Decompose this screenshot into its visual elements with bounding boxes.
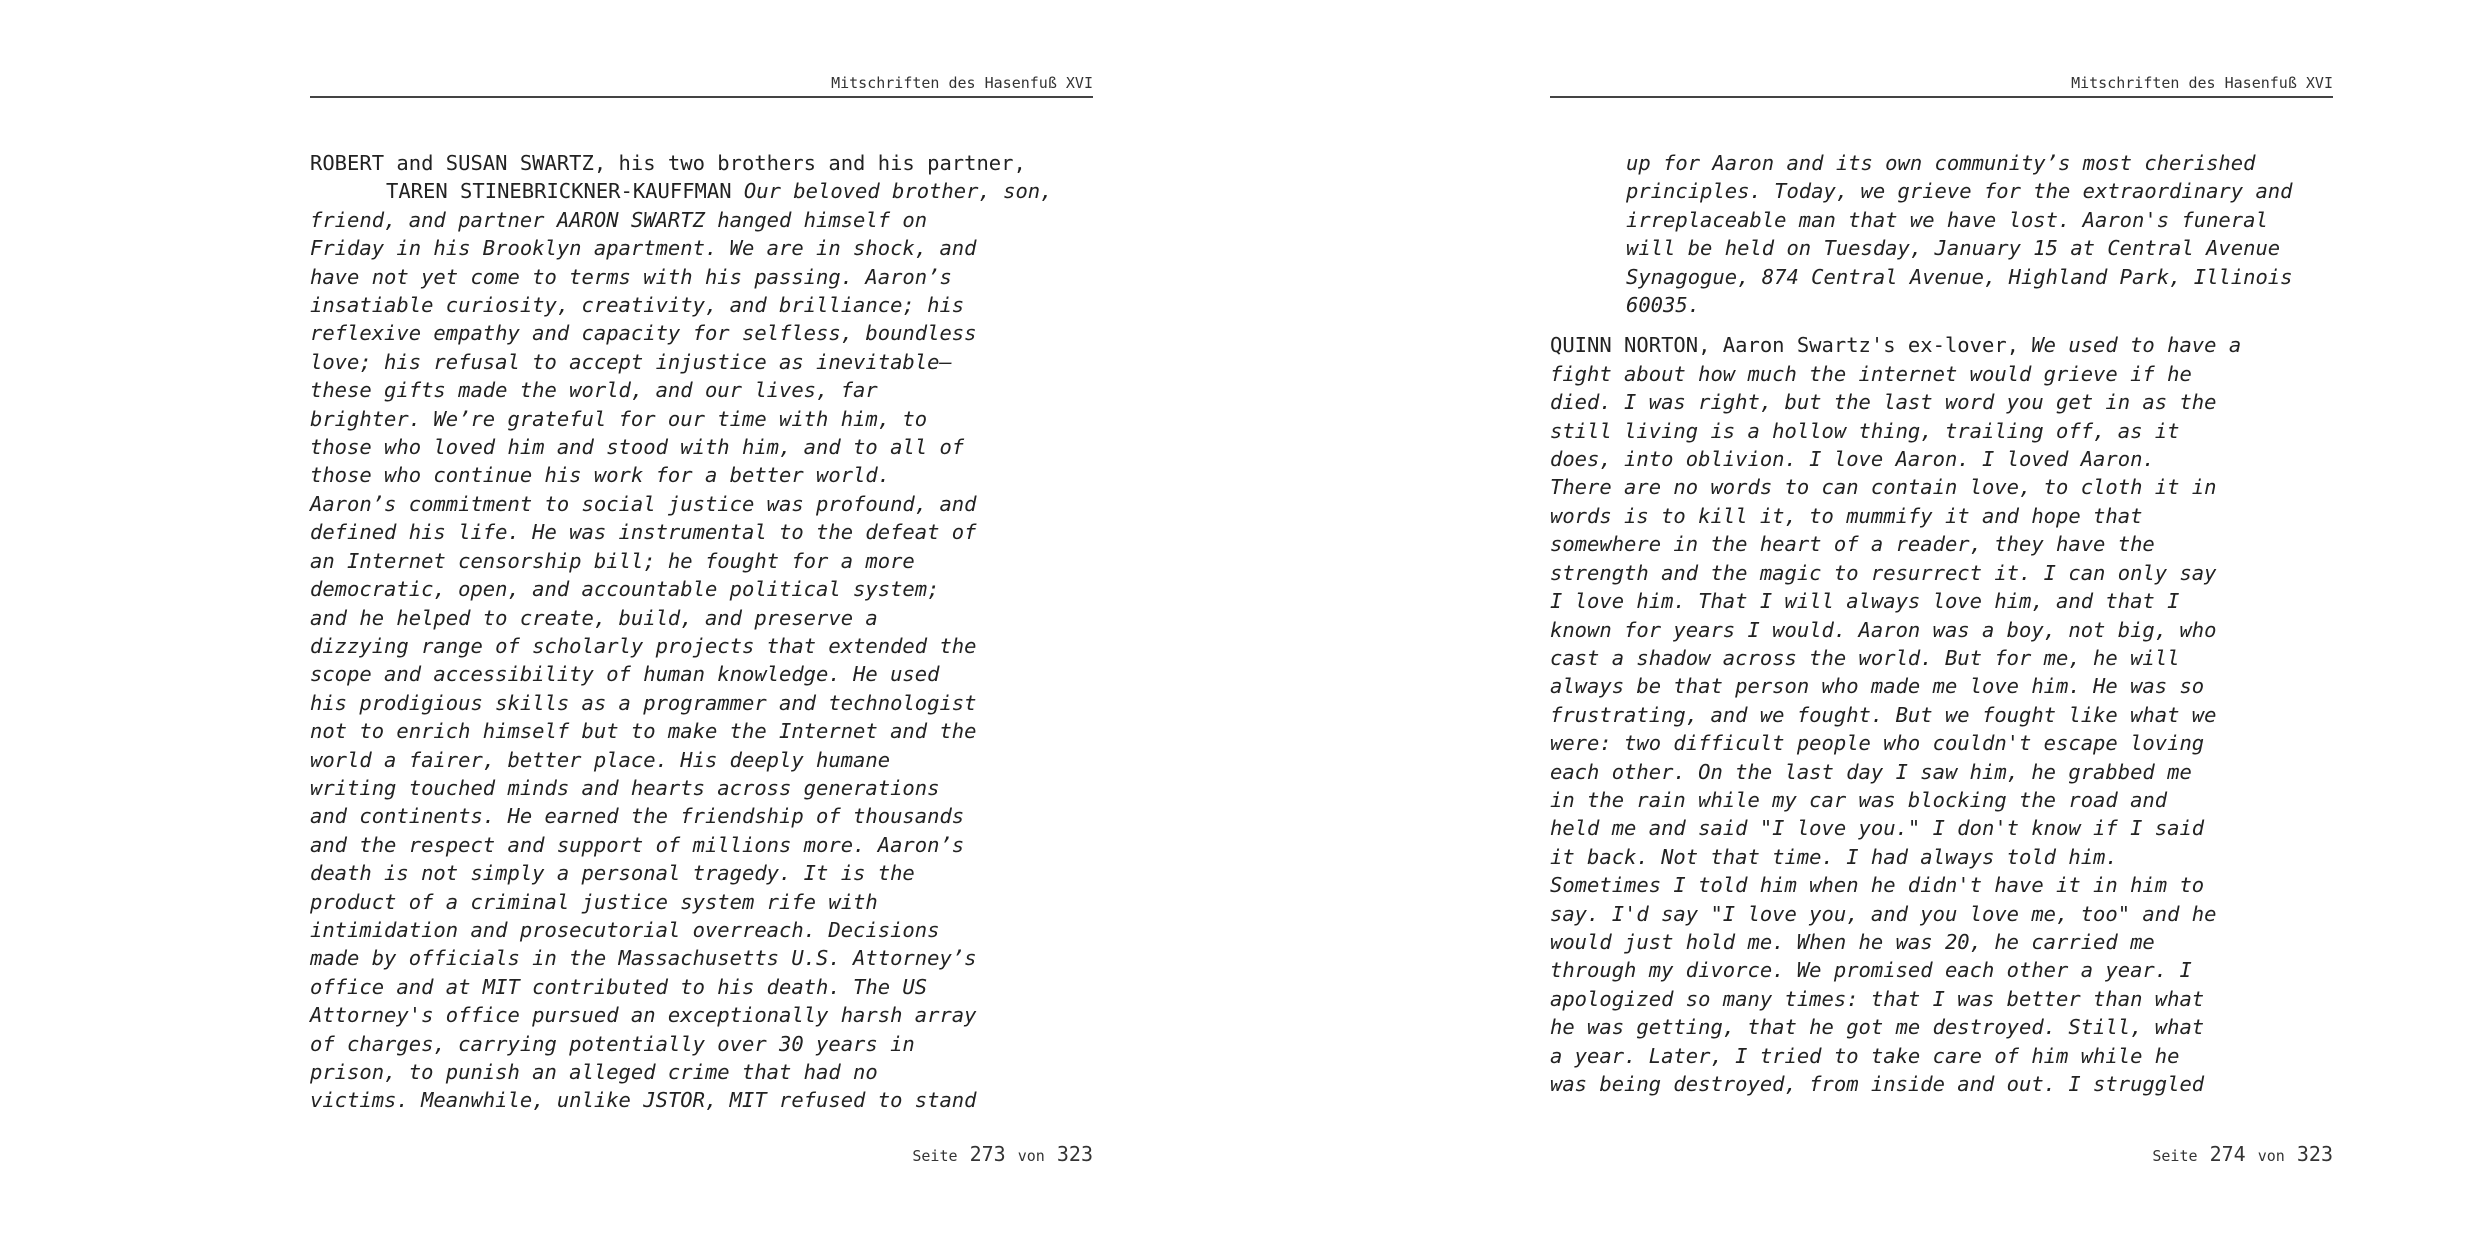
testimony-continuation [1550,149,2340,319]
text-line: Aaron’s commitment to social justice was profound, and [310,491,977,516]
page-number [1550,1142,2333,1168]
page-body [310,149,1100,1115]
running-header: Mitschriften des Hasenfuß XVI [2071,74,2333,92]
text-line: he was getting, that he got me destroyed. Still, what [1550,1015,2205,1040]
running-header: Mitschriften des Hasenfuß XVI [831,74,1093,92]
header-rule [310,96,1093,98]
text-line: would just hold me. When he was 20, he carried me [1550,929,2155,954]
text-line: world a fairer, better place. His deeply humane [310,747,891,772]
speaker-line: TAREN STINEBRICKNER-KAUFFMAN [386,179,732,204]
text-line: apologized so many times: that I was better than what [1550,986,2205,1011]
text-line: each other. On the last day I saw him, he grabbed me [1550,759,2192,784]
text-line: prison, to punish an alleged crime that had no [310,1060,878,1084]
header-rule [1550,96,2333,98]
page-number [310,1142,1093,1168]
text-line: product of a criminal justice system rife with [310,889,878,914]
text-line: dizzying range of scholarly projects that extended the [310,633,977,658]
text-line: brighter. We’re grateful for our time with him, to [310,406,928,431]
text-line: died. I was right, but the last word you get in as the [1550,390,2217,415]
speaker-line: ROBERT and SUSAN SWARTZ, his two brothers and his partner, [310,151,1026,175]
page-prefix: Seite [2152,1147,2198,1165]
text-line: democratic, open, and accountable political system; [310,577,940,602]
text-line: insatiable curiosity, creativity, and brilliance; his [310,293,965,318]
text-line: irreplaceable man that we have lost. Aaron's funeral [1626,207,2268,232]
text-line: were: two difficult people who couldn't escape loving [1550,731,2205,756]
text-line: Synagogue, 874 Central Avenue, Highland Park, Illinois [1626,264,2293,289]
text-line: 60035. [1626,293,1701,318]
text-line: made by officials in the Massachusetts U.S. Attorney’s [310,946,977,971]
page-current: 273 [969,1142,1006,1166]
text-line: still living is a hollow thing, trailing off, as it [1550,418,2180,443]
text-line: reflexive empathy and capacity for selfless, boundless [310,321,977,346]
text-line: it back. Not that time. I had always told him. [1550,844,2118,869]
text-line: office and at MIT contributed to his death. The US [310,974,928,999]
text-line: and he helped to create, build, and preserve a [310,605,878,630]
text-line: these gifts made the world, and our lives, far [310,378,878,403]
text-line: an Internet censorship bill; he fought for a more [310,548,915,573]
text-line: will be held on Tuesday, January 15 at Central Avenue [1626,236,2281,261]
text-line: strength and the magic to resurrect it. I can only say [1550,560,2217,585]
testimony-entry [310,149,1100,1115]
text-line: a year. Later, I tried to take care of him while he [1550,1043,2180,1068]
text-line: Attorney's office pursued an exceptionally harsh array [310,1003,977,1028]
text-line: friend, and partner AARON SWARTZ hanged himself on [310,207,928,232]
text-line: love; his refusal to accept injustice as inevitable— [310,349,952,374]
text-line: those who loved him and stood with him, and to all of [310,435,965,460]
page-prefix: Seite [912,1147,958,1165]
text-line: words is to kill it, to mummify it and hope that [1550,503,2143,528]
text-line: and continents. He earned the friendship of thousands [310,804,965,829]
text-line: held me and said "I love you." I don't know if I said [1550,816,2205,841]
speaker-attribution: QUINN NORTON, Aaron Swartz's ex-lover, [1550,333,2019,358]
text-line: intimidation and prosecutorial overreach. Decisions [310,917,940,942]
text-line: not to enrich himself but to make the Internet and the [310,719,977,744]
text-line: and the respect and support of millions more. Aaron’s [310,832,965,857]
page-total: 323 [1056,1142,1093,1166]
text-line: his prodigious skills as a programmer and technologist [310,690,977,715]
text-line: principles. Today, we grieve for the extraordinary and [1626,179,2293,204]
text-line: somewhere in the heart of a reader, they have the [1550,532,2155,557]
page-separator: von [2257,1147,2285,1165]
text-line: does, into oblivion. I love Aaron. I loved Aaron. [1550,447,2155,472]
text-line: writing touched minds and hearts across generations [310,775,940,800]
text-line: Sometimes I told him when he didn't have it in him to [1550,873,2205,898]
text-line: I love him. That I will always love him, and that I [1550,589,2180,614]
text-line: those who continue his work for a better world. [310,463,891,488]
testimony-quote [1626,149,2340,319]
text-line: Our beloved brother, son, [743,179,1053,204]
text-line: was being destroyed, from inside and out. I struggled [1550,1072,2205,1096]
page-current: 274 [2209,1142,2246,1166]
text-line: in the rain while my car was blocking the road and [1550,787,2168,812]
text-line: death is not simply a personal tragedy. It is the [310,861,915,886]
page-total: 323 [2296,1142,2333,1166]
testimony-entry [1550,331,2340,1098]
text-line: always be that person who made me love him. He was so [1550,674,2205,699]
text-line: have not yet come to terms with his passing. Aaron’s [310,264,952,289]
text-line: There are no words to can contain love, to cloth it in [1550,475,2217,500]
text-line: frustrating, and we fought. But we fought like what we [1550,702,2217,727]
text-line: of charges, carrying potentially over 30 years in [310,1031,915,1056]
text-line: victims. Meanwhile, unlike JSTOR, MIT refused to stand [310,1088,977,1113]
testimony-quote [1550,333,2340,1098]
text-line: fight about how much the internet would grieve if he [1550,361,2192,386]
page-body [1550,149,2340,1098]
text-line: cast a shadow across the world. But for me, he will [1550,645,2180,670]
text-line: scope and accessibility of human knowledge. He used [310,662,940,687]
text-line: We used to have a [2031,333,2242,358]
right-page [1240,0,2480,1240]
text-line: defined his life. He was instrumental to the defeat of [310,520,977,545]
text-line: Friday in his Brooklyn apartment. We are in shock, and [310,236,977,261]
text-line: say. I'd say "I love you, and you love me, too" and he [1550,901,2217,926]
page-separator: von [1017,1147,1045,1165]
testimony-quote [310,179,1100,1114]
text-line: up for Aaron and its own community’s most cherished [1626,151,2256,175]
text-line: through my divorce. We promised each other a year. I [1550,958,2192,983]
text-line: known for years I would. Aaron was a boy, not big, who [1550,617,2217,642]
